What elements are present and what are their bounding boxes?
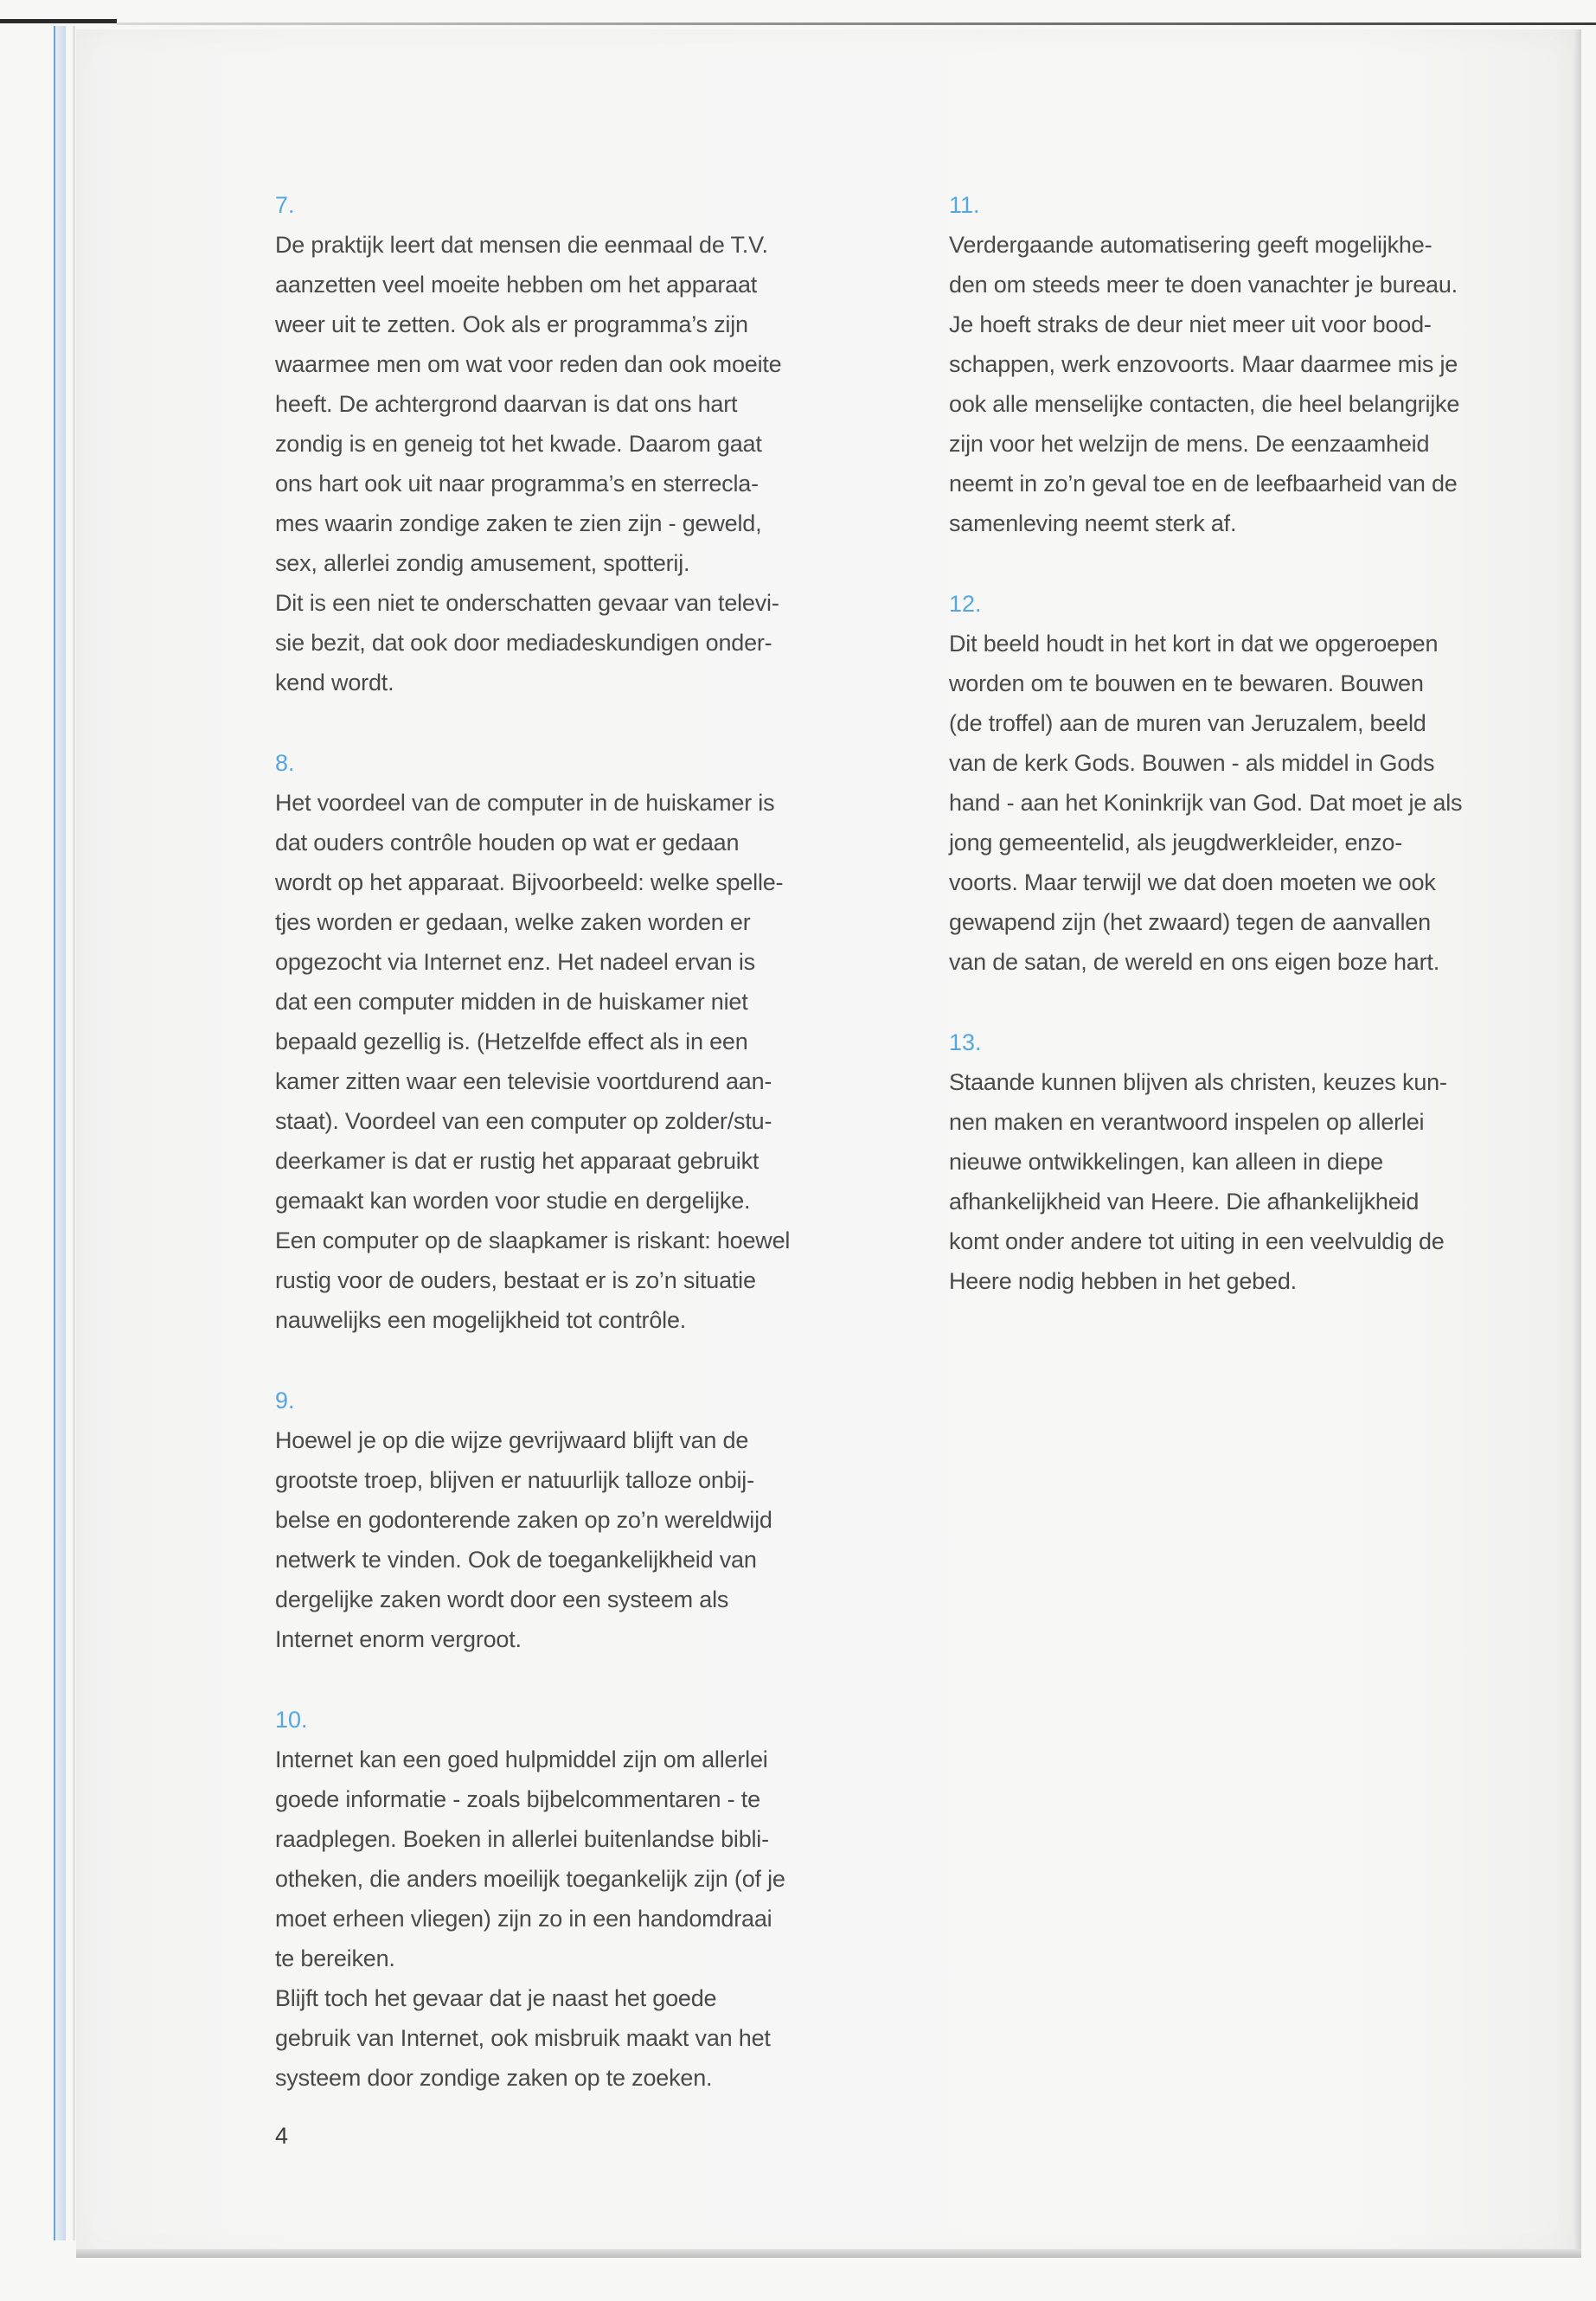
paragraph-line: van de kerk Gods. Bouwen - als middel in Gods — [949, 750, 1435, 776]
section-11 — [949, 185, 1572, 543]
paragraph-line: staat). Voordeel van een computer op zolder/stu- — [275, 1108, 772, 1134]
paragraph-line: gebruik van Internet, ook misbruik maakt van het — [275, 2025, 771, 2051]
paragraph-line: Blijft toch het gevaar dat je naast het goede — [275, 1985, 717, 2011]
paragraph-line: rustig voor de ouders, bestaat er is zo’n situatie — [275, 1267, 756, 1293]
paragraph-line: aanzetten veel moeite hebben om het apparaat — [275, 272, 758, 298]
paragraph-line: zondig is en geneig tot het kwade. Daarom gaat — [275, 431, 762, 457]
section-13 — [949, 1022, 1572, 1301]
paragraph-line: raadplegen. Boeken in allerlei buitenlandse bibli- — [275, 1826, 769, 1852]
paragraph-line: systeem door zondige zaken op te zoeken. — [275, 2065, 713, 2091]
paragraph-line: voorts. Maar terwijl we dat doen moeten we ook — [949, 869, 1436, 895]
paragraph-line: sex, allerlei zondig amusement, spotterij. — [275, 550, 690, 576]
paragraph-line: hand - aan het Koninkrijk van God. Dat moet je als — [949, 790, 1463, 816]
page-right-edge — [1573, 29, 1581, 2256]
paragraph-line: Dit is een niet te onderschatten gevaar van televi- — [275, 590, 779, 616]
paragraph-line: (de troffel) aan de muren van Jeruzalem, beeld — [949, 710, 1426, 736]
paragraph-line: Hoewel je op die wijze gevrijwaard blijft van de — [275, 1427, 749, 1453]
scan-top-edge — [117, 22, 1596, 25]
section-7 — [275, 185, 898, 702]
paragraph-line: gemaakt kan worden voor studie en dergelijke. — [275, 1188, 751, 1214]
paragraph-line: goede informatie - zoals bijbelcommentaren - te — [275, 1786, 760, 1812]
paragraph-line: bepaald gezellig is. (Hetzelfde effect als in een — [275, 1029, 748, 1054]
paragraph-line: dergelijke zaken wordt door een systeem als — [275, 1586, 729, 1612]
paragraph-line: Het voordeel van de computer in de huiskamer is — [275, 790, 775, 816]
paragraph-line: opgezocht via Internet enz. Het nadeel ervan is — [275, 949, 755, 975]
section-number: 10. — [275, 1707, 308, 1733]
paragraph-line: den om steeds meer te doen vanachter je bureau. — [949, 272, 1458, 298]
paragraph-line: neemt in zo’n geval toe en de leefbaarheid van de — [949, 471, 1458, 497]
paragraph-line: belse en godonterende zaken op zo’n wereldwijd — [275, 1507, 772, 1533]
section-number: 9. — [275, 1388, 295, 1413]
right-column — [949, 185, 1572, 1342]
paragraph-line: dat ouders contrôle houden op wat er gedaan — [275, 830, 740, 856]
section-number: 12. — [949, 591, 982, 617]
paragraph-line: gewapend zijn (het zwaard) tegen de aanvallen — [949, 909, 1431, 935]
paragraph-line: te bereiken. — [275, 1945, 395, 1971]
section-number: 7. — [275, 192, 295, 218]
paragraph-line: afhankelijkheid van Heere. Die afhankelijkheid — [949, 1189, 1420, 1215]
paragraph-line: otheken, die anders moeilijk toegankelijk zijn (of je — [275, 1866, 785, 1892]
paragraph-line: samenleving neemt sterk af. — [949, 510, 1237, 536]
paragraph-line: schappen, werk enzovoorts. Maar daarmee mis je — [949, 351, 1458, 377]
paragraph-line: ons hart ook uit naar programma’s en sterrecla- — [275, 471, 759, 497]
page-bottom-edge — [76, 2249, 1581, 2258]
section-number: 8. — [275, 750, 295, 776]
paragraph-line: komt onder andere tot uiting in een veelvuldig de — [949, 1228, 1445, 1254]
paragraph-line: De praktijk leert dat mensen die eenmaal de T.V. — [275, 232, 768, 258]
paragraph-line: van de satan, de wereld en ons eigen boze hart. — [949, 949, 1440, 975]
paragraph-line: jong gemeentelid, als jeugdwerkleider, enzo- — [949, 830, 1403, 856]
section-12 — [949, 584, 1572, 982]
paragraph-line: Staande kunnen blijven als christen, keuzes kun- — [949, 1069, 1447, 1095]
paragraph-line: heeft. De achtergrond daarvan is dat ons hart — [275, 391, 738, 417]
page-number: 4 — [275, 2123, 289, 2149]
section-8 — [275, 743, 898, 1340]
paragraph-line: Dit beeld houdt in het kort in dat we opgeroepen — [949, 631, 1439, 657]
paragraph-line: worden om te bouwen en te bewaren. Bouwen — [949, 670, 1424, 696]
paragraph-line: Je hoeft straks de deur niet meer uit voor bood- — [949, 311, 1432, 337]
paragraph-line: Internet kan een goed hulpmiddel zijn om allerlei — [275, 1747, 768, 1772]
scan-top-bar — [0, 19, 117, 23]
paragraph-line: deerkamer is dat er rustig het apparaat gebruikt — [275, 1148, 760, 1174]
paragraph-line: Internet enorm vergroot. — [275, 1626, 522, 1652]
section-10 — [275, 1700, 898, 2098]
paragraph-line: waarmee men om wat voor reden dan ook moeite — [275, 351, 782, 377]
paragraph-line: Heere nodig hebben in het gebed. — [949, 1268, 1297, 1294]
section-number: 13. — [949, 1029, 982, 1055]
paragraph-line: mes waarin zondige zaken te zien zijn - geweld, — [275, 510, 762, 536]
binding-edge — [54, 26, 66, 2240]
left-column — [275, 185, 898, 2138]
paragraph-line: moet erheen vliegen) zijn zo in een handomdraai — [275, 1906, 772, 1932]
paragraph-line: tjes worden er gedaan, welke zaken worden er — [275, 909, 751, 935]
binding-edge-inner — [73, 26, 75, 2240]
paragraph-line: Een computer op de slaapkamer is riskant: hoewel — [275, 1227, 791, 1253]
section-number: 11. — [949, 192, 980, 218]
paragraph-line: nen maken en verantwoord inspelen op allerlei — [949, 1109, 1425, 1135]
paragraph-line: nauwelijks een mogelijkheid tot contrôle. — [275, 1307, 687, 1333]
paragraph-line: ook alle menselijke contacten, die heel belangrijke — [949, 391, 1460, 417]
paragraph-line: grootste troep, blijven er natuurlijk talloze onbij- — [275, 1467, 754, 1493]
paragraph-line: nieuwe ontwikkelingen, kan alleen in diepe — [949, 1149, 1383, 1175]
paragraph-line: netwerk te vinden. Ook de toegankelijkheid van — [275, 1547, 757, 1573]
paragraph-line: weer uit te zetten. Ook als er programma’s zijn — [275, 311, 748, 337]
section-9 — [275, 1381, 898, 1659]
paragraph-line: kamer zitten waar een televisie voortdurend aan- — [275, 1068, 772, 1094]
paragraph-line: zijn voor het welzijn de mens. De eenzaamheid — [949, 431, 1430, 457]
paragraph-line: dat een computer midden in de huiskamer niet — [275, 989, 748, 1015]
paragraph-line: sie bezit, dat ook door mediadeskundigen onder- — [275, 630, 772, 656]
paragraph-line: wordt op het apparaat. Bijvoorbeeld: welke spelle- — [275, 869, 784, 895]
paragraph-line: Verdergaande automatisering geeft mogelijkhe- — [949, 232, 1433, 258]
paragraph-line: kend wordt. — [275, 670, 394, 695]
